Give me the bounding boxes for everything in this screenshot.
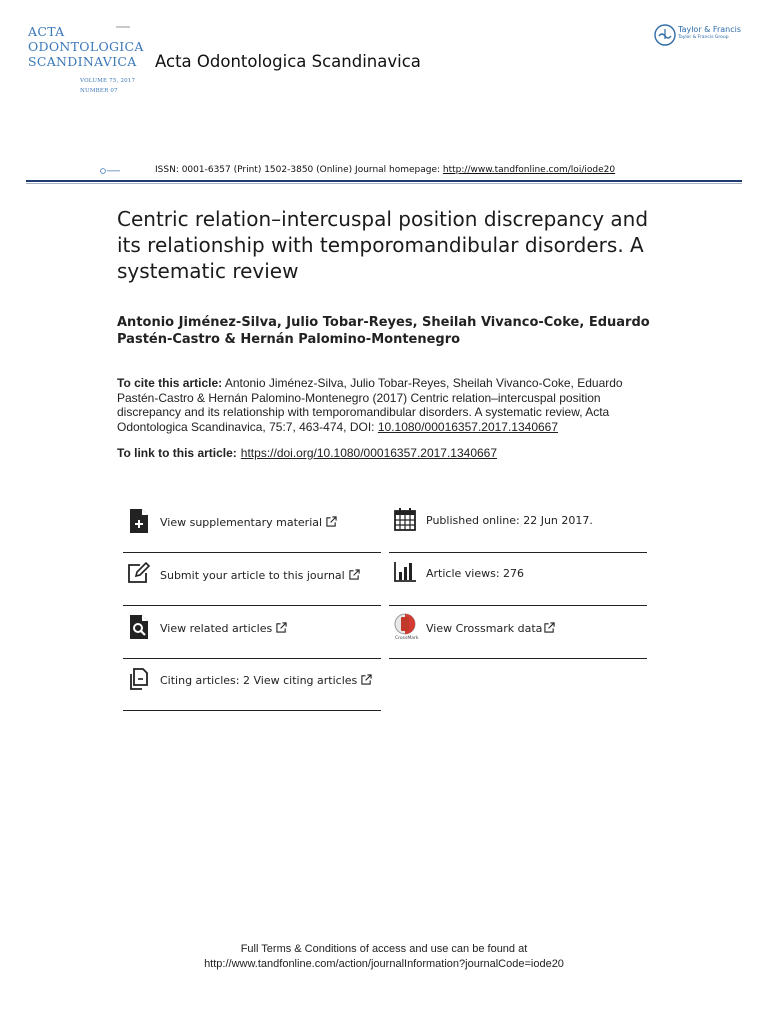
divider [123, 658, 381, 659]
related-label [160, 622, 287, 635]
submit-label [160, 569, 360, 582]
issn-line [100, 165, 740, 179]
mini-journal-icon [100, 168, 122, 174]
file-plus-icon [127, 509, 151, 533]
publisher-sub: Taylor & Francis Group [678, 35, 729, 40]
citing-label [160, 674, 372, 687]
crossmark-label [426, 622, 555, 635]
divider [123, 552, 381, 553]
publisher-logo[interactable] [654, 24, 754, 48]
divider [123, 710, 381, 711]
external-link-icon [276, 622, 287, 633]
submit-item[interactable] [123, 562, 381, 614]
cite-text: Antonio Jiménez-Silva, Julio Tobar-Reyes, Sheilah Vivanco-Coke, Eduardo Pastén-Castro & Hernán Palomino-Montenegro (2017) Centric relation–intercuspal position discrepancy and its relationship with temporomandibular disorders. A systematic review, Acta Odontologica Scandinavica, 75:7, 463-474, DOI: [117, 376, 623, 434]
related-text: View related articles [160, 622, 273, 635]
citation-block [117, 376, 647, 434]
link-label: To link to this article: [117, 446, 237, 460]
logo-volume [80, 76, 135, 96]
article-title: Centric relation–intercuspal position discrepancy and its relationship with temporomandibular disorders. A systematic review [117, 207, 649, 283]
logo-line-2: ODONTOLOGICA [28, 39, 144, 54]
issn-label: ISSN: 0001-6357 (Print) 1502-3850 (Online) Journal homepage: [155, 165, 443, 175]
external-link-icon [544, 622, 555, 633]
divider [123, 605, 381, 606]
article-authors: Antonio Jiménez-Silva, Julio Tobar-Reyes, Sheilah Vivanco-Coke, Eduardo Pastén-Castro & Hernán Palomino-Montenegro [117, 315, 650, 347]
logo-volume-text: VOLUME 75, 2017 [80, 78, 136, 84]
journal-logo [28, 24, 148, 114]
publisher-brand: Taylor & Francis [678, 25, 741, 34]
supplementary-label [160, 516, 337, 529]
journal-name[interactable]: Acta Odontologica Scandinavica [155, 52, 421, 71]
footer-terms-link[interactable]: http://www.tandfonline.com/action/journalInformation?journalCode=iode20 [204, 958, 564, 970]
citing-item[interactable] [123, 667, 381, 719]
crossmark-logo-text: CrossMark [395, 636, 419, 641]
supplementary-text: View supplementary material [160, 516, 323, 529]
external-link-icon [349, 569, 360, 580]
issn-text [155, 165, 615, 175]
views-label: Article views: 276 [426, 567, 525, 580]
link-block [117, 446, 647, 460]
journal-homepage-link[interactable]: http://www.tandfonline.com/loi/iode20 [442, 165, 616, 175]
footer-line-1: Full Terms & Conditions of access and use can be found at [240, 943, 528, 955]
external-link-icon [361, 674, 372, 685]
doi-link[interactable]: 10.1080/00016357.2017.1340667 [377, 419, 559, 434]
bar-chart-icon [393, 560, 417, 584]
logo-line-3: SCANDINAVICA [28, 54, 137, 69]
divider [389, 658, 647, 659]
external-link-icon [326, 516, 337, 527]
footer [0, 942, 768, 972]
related-item[interactable] [123, 615, 381, 667]
supplementary-item[interactable] [123, 509, 381, 561]
logo-line-1: ACTA [28, 24, 65, 39]
citing-text: Citing articles: 2 View citing articles [160, 674, 358, 687]
publisher-icon [654, 24, 676, 46]
submit-text: Submit your article to this journal [160, 569, 345, 582]
cite-label: To cite this article: [117, 376, 223, 390]
published-label: Published online: 22 Jun 2017. [426, 514, 593, 527]
copy-documents-icon [127, 667, 151, 691]
edit-icon [127, 562, 151, 586]
document-search-icon [127, 615, 151, 639]
divider [389, 552, 647, 553]
header-rule [26, 180, 742, 182]
logo-number-text: NUMBER 07 [80, 88, 118, 94]
header-rule-thin [26, 183, 742, 184]
divider [389, 605, 647, 606]
calendar-icon [393, 507, 417, 531]
article-link[interactable]: https://doi.org/10.1080/00016357.2017.1340667 [240, 446, 498, 460]
crossmark-text: View Crossmark data [426, 622, 543, 635]
